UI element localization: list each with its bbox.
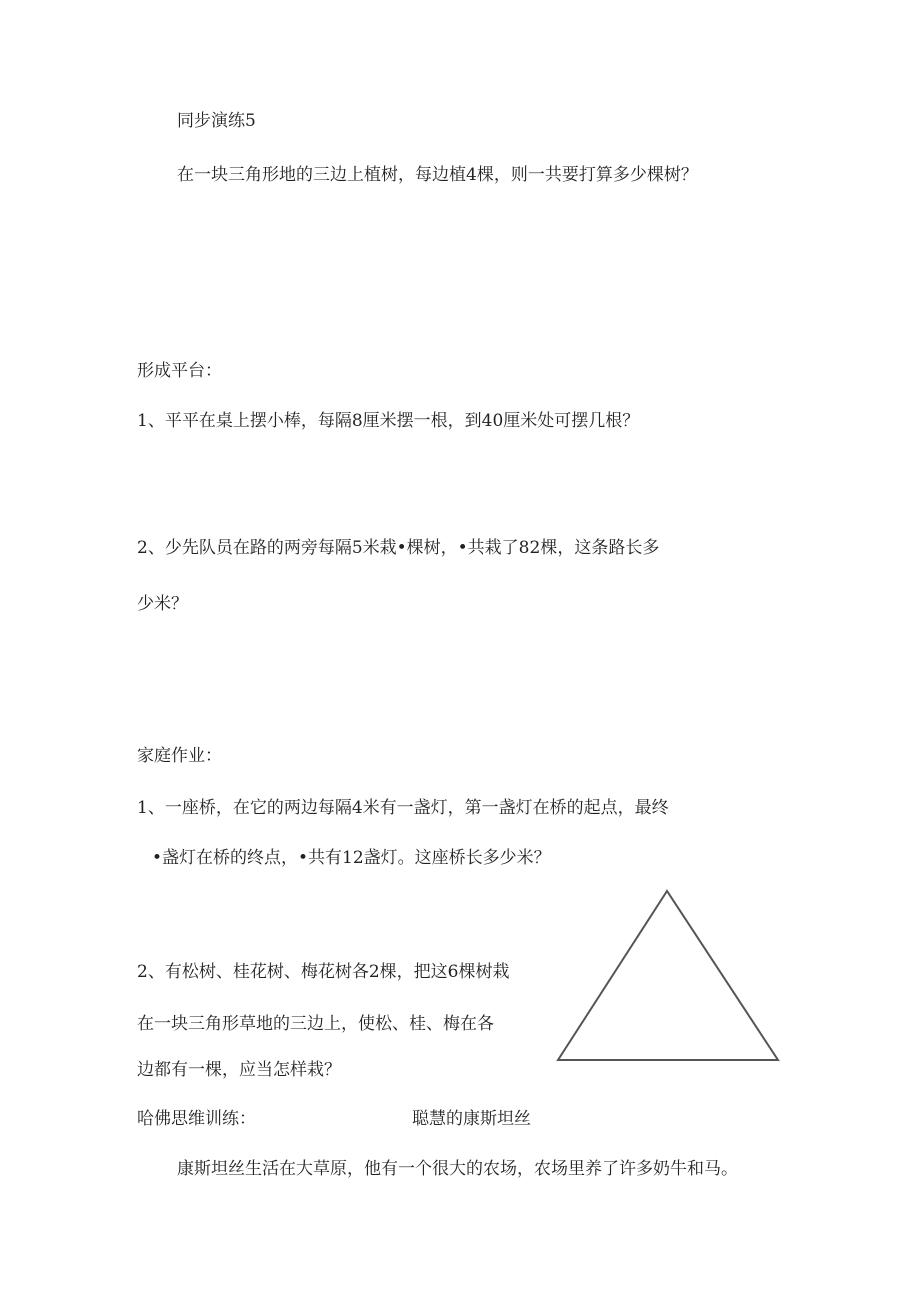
question-2-line-1: 2、少先队员在路的两旁每隔5米栽•棵树，•共栽了82棵，这条路长多 <box>137 538 660 558</box>
problem-text: 在一块三角形地的三边上植树，每边植4棵，则一共要打算多少棵树？ <box>177 165 698 185</box>
homework-1-line-2: •盏灯在桥的终点，•共有12盏灯。这座桥长多少米？ <box>152 848 551 868</box>
homework-2-line-3: 边都有一棵，应当怎样栽？ <box>137 1060 341 1080</box>
homework-2-line-2: 在一块三角形草地的三边上，使松、桂、梅在各 <box>137 1014 494 1034</box>
section-title: 同步演练5 <box>177 111 256 131</box>
section-heading-homework: 家庭作业： <box>137 746 222 766</box>
homework-1-line-1: 1、一座桥，在它的两边每隔4米有一盏灯，第一盏灯在桥的起点，最终 <box>137 798 669 818</box>
thinking-training-label: 哈佛思维训练： <box>137 1109 256 1129</box>
triangle-figure <box>555 888 781 1064</box>
question-1: 1、平平在桌上摆小棒，每隔8厘米摆一根，到40厘米处可摆几根？ <box>137 411 640 431</box>
homework-2-line-1: 2、有松树、桂花树、梅花树各2棵，把这6棵树栽 <box>137 962 510 982</box>
triangle-shape <box>558 891 778 1060</box>
question-2-line-2: 少米？ <box>137 594 188 614</box>
story-title: 聪慧的康斯坦丝 <box>412 1109 531 1129</box>
section-heading-platform: 形成平台： <box>137 361 222 381</box>
story-text: 康斯坦丝生活在大草原，他有一个很大的农场，农场里养了许多奶牛和马。 <box>177 1159 738 1179</box>
